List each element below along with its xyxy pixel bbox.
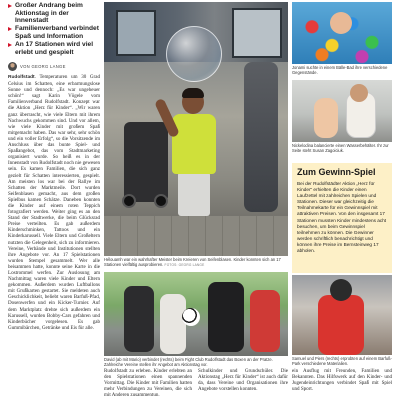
summary-bullet: Familienverband verbindet Spaß und Information bbox=[8, 25, 100, 40]
info-box bbox=[292, 163, 392, 273]
article-body: Rudolfstadt. Temperaturen um 30 Grad Celsius im Schatten, eine erbarmungslose Sonne und dennoch: „Es war ungeheuer schön!“ sagt Karin Vögele vom Familienverband Rudolfstadt. Konzept war die Aktion „Herz für Kinder“. „Wir waren ganz überrascht, wie viele Eltern mit ihrem Nachwuchs gekommen sind. Und vor allem, wie viele Kinder mit großem Spaß mitgemacht haben. Das war sehr, sehr schön und ein voller Erfolg“, so die Vorsitzende im Anschluss über das bunte Spiel- und Spaßangebot, das vom Stadtmarketing organisiert wurde. So heiß es in der Innenstadt von Rudolfstadt noch nie gewesen sein. Es kamen Familien, die sich ganz gezielt für Schatten interessierten, gespielt. Am meisten los war bei der Rallye im Schatten der Marktmeile. Dort wurden Seifenblasen gemacht, aus dem großen Spielbus kamen Schätze. Daneben konnten die Kinder auf einem roten Teppich fotografiert werden. Weiter ging es an den Stand der Stadtwerke, die beim Glücksrad Preise verteilten. Es gab außerdem Kinderschminken, Tattoos und ein Kinderkarussell. Viele Eltern und Großeltern nutzten die Gelegenheit, sich zu informieren. Vereine, Verbände und Institutionen stellten ihre Angebote vor. An 17 Spielstationen wurden Stempel gesammelt. Wer alle beisammen hatte, konnte seine Karte in die Lostrommel werfen. Zur Auslosung am Nachmittag waren viele Kinder und Eltern gekommen. Außerdem wurden Luftballons mit Grußkarten gestartet. Sie meldeten auch Geschicklichkeit, beliebt waren Barfuß-Pfad, Dosenwerfen und ein Kicker-Turnier. Auf dem Marktplatz drehte sich außerdem ein Karussell, wurden Bobby-Cars gefahren und Kinderbücher vorgelesen. Es gab Gummibärchen, Getränke und Eis für alle. bbox=[8, 74, 100, 331]
photo-caption: David (ab mit Mario) verbindet (rechts) beim Fight Club Rudolfstadt das Boxen an der Pratze. Zahlreiche Vereine stellen ihr Angebot am Aktionstag vor. bbox=[104, 357, 273, 367]
dateline: Rudolfstadt bbox=[8, 75, 35, 80]
photo-credit: FOTOS: GEORG LANGE bbox=[164, 263, 205, 267]
article-column: ein Ausflug mit Freunden, Familien und Bekannten. Das Hilfswerk auf den Kinder- und Jugendeinrichtungen verbindet Spaß mit Spiel und Sport. bbox=[292, 368, 392, 393]
info-box-title: Zum Gewinn-Spiel bbox=[297, 167, 376, 177]
byline-text: VON GEORG LANGE bbox=[20, 64, 66, 69]
byline bbox=[8, 61, 100, 72]
soap-bubble bbox=[166, 26, 222, 82]
summary-bullet: Großer Andrang beim Aktionstag in der Innenstadt bbox=[8, 2, 100, 25]
photo-caption: Jonami suchte in einem Bälle-Bad ihre verschiedene Gegenstände. bbox=[292, 65, 388, 75]
caption-text: Hélouamh war ein wahrhafter Meister beim Kreieren von Seifenblasen. Kinder konnten sich an 17 Stationen vielfältig ausprobieren. bbox=[104, 257, 281, 267]
article-column: Schulkinder und Grundschüler. Die Aktionstag „Herz für Kinder“ ist auch dafür da, dass Vereine und Organisationen ihre Angebote vorstellen konnten. bbox=[198, 368, 288, 393]
article-column: Rudolfstadt zu erleben. Kinder erlebten an den Spielstationen einen spannenden Vormittag. Die Kinder mit Familien hatten mehr Verbindungen zu Vereinen, die sich mit Anderen zusammentun. bbox=[104, 368, 192, 399]
photo-caption: Nickelodina balancierte einen Wasserbehälter. Ihr zur Seite steht Susan Zagoiciuk. bbox=[292, 143, 389, 153]
author-avatar bbox=[8, 62, 17, 71]
photo-barefoot-park bbox=[292, 275, 392, 355]
photo-ball-pit bbox=[292, 2, 392, 64]
photo-balancing-water bbox=[292, 80, 392, 142]
main-photo-bubble-boy bbox=[104, 2, 288, 256]
article-text: Temperaturen um 30 Grad Celsius im Schatten, eine erbarmungslose Sonne und dennoch: „Es war ungeheuer schön!“ sagt Karin Vögele vom Familienverband Rudolfstadt. Konzept war die Aktion „Herz für Kinder“. „Wir waren ganz überrascht, wie viele Eltern mit ihrem Nachwuchs gekommen sind. Und vor allem, wie viele Kinder mit großem Spaß mitgemacht haben. Das war sehr, sehr schön und ein voller Erfolg“, so die Vorsitzende im Anschluss über das bunte Spiel- und Spaßangebot, das vom Stadtmarketing organisiert wurde. So heiß es in der Innenstadt von Rudolfstadt noch nie gewesen sein. Es kamen Familien, die sich ganz gezielt für Schatten interessierten, gespielt. Am meisten los war bei der Rallye im Schatten der Marktmeile. Dort wurden Seifenblasen gemacht, aus dem großen Spielbus kamen Schätze. Daneben konnten die Kinder auf einem roten Teppich fotografiert werden. Weiter ging es an den Stand der Stadtwerke, die beim Glücksrad Preise verteilten. Es gab außerdem Kinderschminken, Tattoos und ein Kinderkarussell. Viele Eltern und Großeltern nutzten die Gelegenheit, sich zu informieren. Vereine, Verbände und Institutionen stellten ihre Angebote vor. An 17 Spielstationen wurden Stempel gesammelt. Wer alle beisammen hatte, konnte seine Karte in die Lostrommel werfen. Zur Auslosung am Nachmittag waren viele Kinder und Eltern gekommen. Außerdem wurden Luftballons mit Grußkarten gestartet. Sie meldeten auch Geschicklichkeit, beliebt waren Barfuß-Pfad, Dosenwerfen und ein Kicker-Turnier. Auf dem Marktplatz drehte sich außerdem ein Karussell, wurden Bobby-Cars gefahren und Kinderbücher vorgelesen. Es gab Gummibärchen, Getränke und Eis für alle. bbox=[8, 74, 100, 331]
photo-boxing bbox=[104, 272, 288, 356]
info-box-text: Bei der Rudolfstädter Aktion „Herz für Kinder“ erhielten die Kinder einen Laufzettel mit zahlreichen Spielen und Stationen. Dieser war gleichzeitig die Teilnahmekarte für ein Gewinnspiel mit attraktiven Preisen. Von den insgesamt 17 Stationen mussten Kinder mindestens acht besuchen, um beim Gewinnspiel teilnehmen zu können. Die Gewinner werden schriftlich benachrichtigt und können ihre Preise im Bernsteinweg 17 abholen. bbox=[297, 181, 387, 254]
summary-bullet: An 17 Stationen wird viel erlebt und gespielt bbox=[8, 41, 100, 56]
summary-bullets bbox=[8, 2, 100, 57]
main-photo-caption bbox=[104, 257, 288, 268]
photo-caption: Samuel und Piers (rechts) erprobten auf einem Barfuß-Park verschiedene Materialien. bbox=[292, 356, 392, 366]
